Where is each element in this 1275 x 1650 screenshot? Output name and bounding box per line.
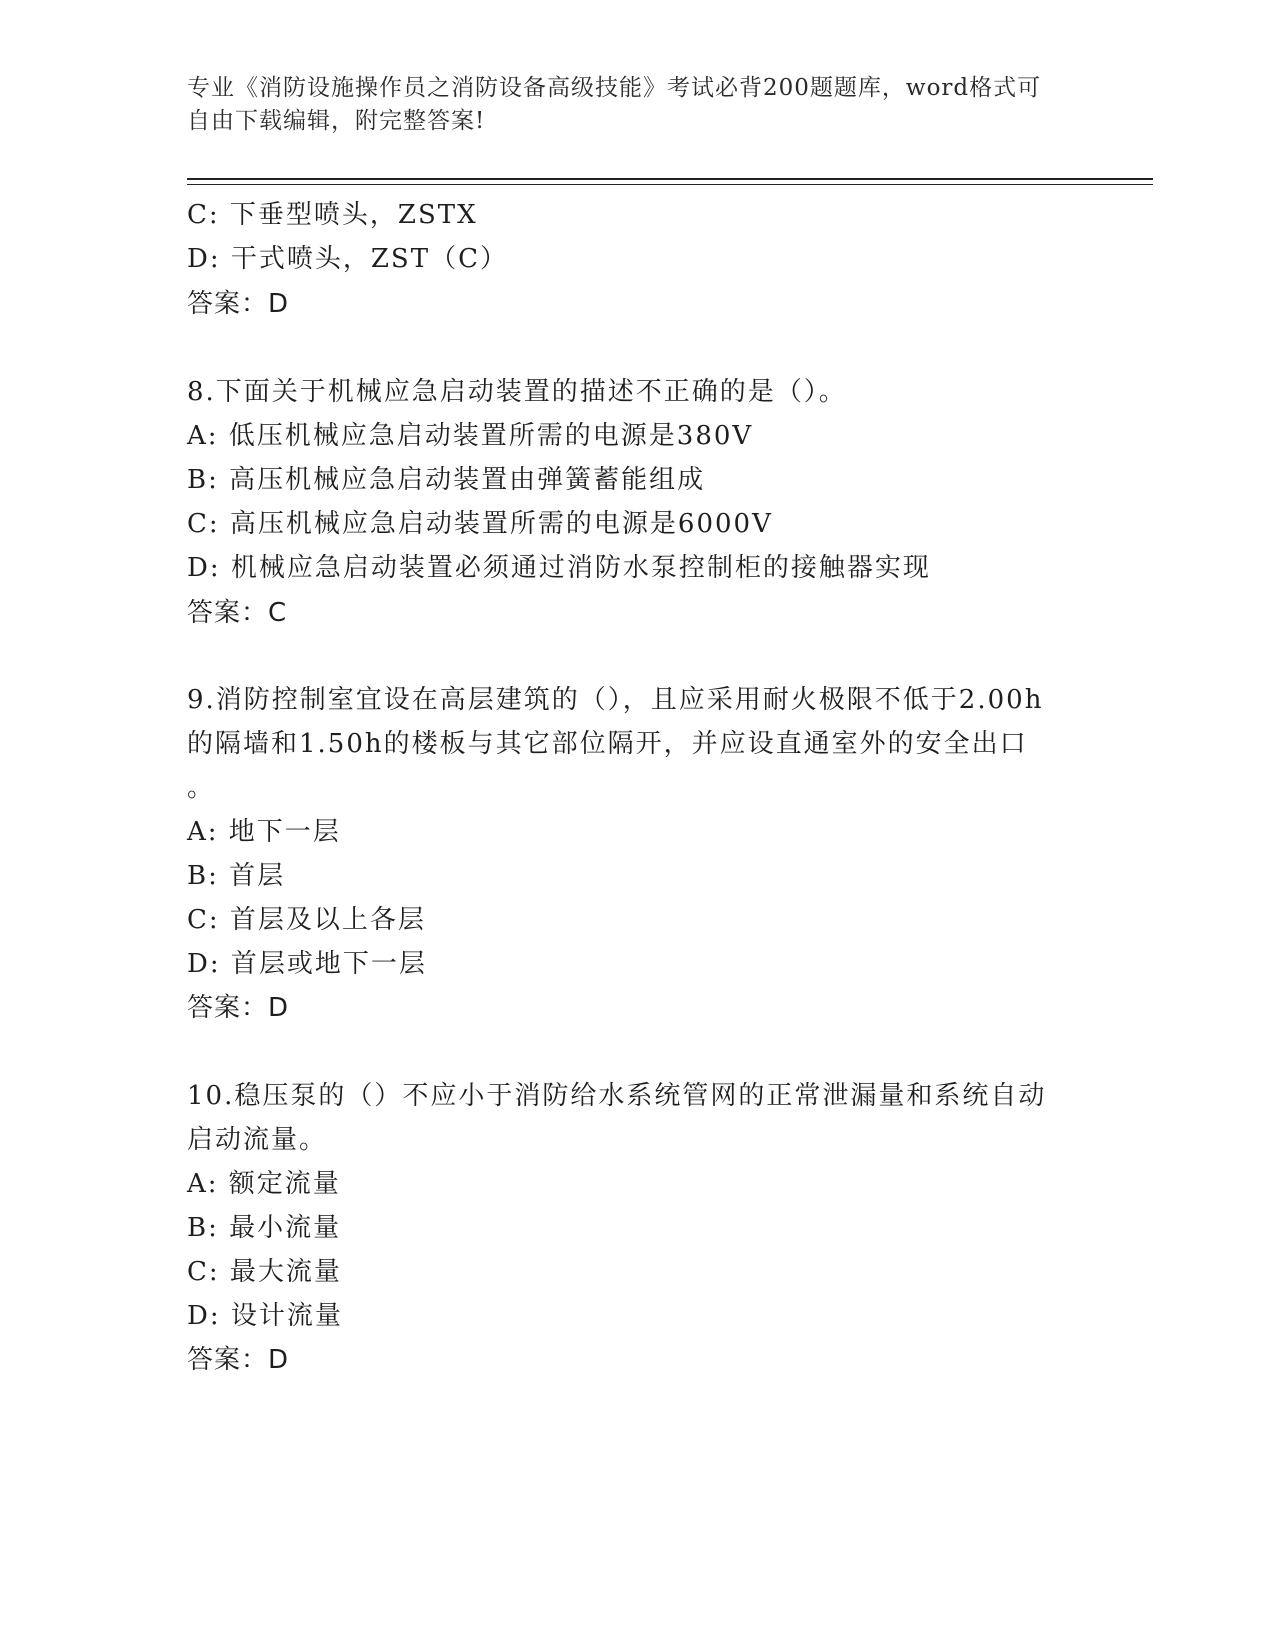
q10-option-d: D: 设计流量	[187, 1301, 343, 1331]
q10-option-c: C: 最大流量	[187, 1257, 342, 1287]
q9-option-c: C: 首层及以上各层	[187, 905, 426, 935]
q9-stem-line-1: 9.消防控制室宜设在高层建筑的（），且应采用耐火极限不低于2.00h	[187, 685, 1044, 715]
q9-answer: 答案：D	[187, 993, 290, 1023]
q10-option-a: A: 额定流量	[187, 1169, 341, 1199]
header-divider-thick	[187, 178, 1153, 180]
q8-option-a: A: 低压机械应急启动装置所需的电源是380V	[187, 421, 754, 451]
header-title-line-2: 自由下载编辑，附完整答案!	[187, 108, 486, 134]
document-header	[187, 72, 1087, 138]
header-divider-thin	[187, 184, 1153, 185]
q10-stem-line-1: 10.稳压泵的（）不应小于消防给水系统管网的正常泄漏量和系统自动	[187, 1081, 1047, 1111]
q8-option-d: D: 机械应急启动装置必须通过消防水泵控制柜的接触器实现	[187, 553, 931, 583]
q10-option-b: B: 最小流量	[187, 1213, 342, 1243]
q7-option-c: C: 下垂型喷头，ZSTX	[187, 200, 478, 230]
q8-option-c: C: 高压机械应急启动装置所需的电源是6000V	[187, 509, 773, 539]
q10-answer: 答案：D	[187, 1345, 290, 1375]
q9-stem-line-3: 。	[187, 773, 216, 803]
q7-option-d: D: 干式喷头，ZST（C）	[187, 244, 508, 274]
q7-answer: 答案：D	[187, 289, 290, 319]
header-title-line-1: 专业《消防设施操作员之消防设备高级技能》考试必背200题题库，word格式可	[187, 75, 1042, 101]
q8-answer: 答案：C	[187, 598, 288, 628]
q8-option-b: B: 高压机械应急启动装置由弹簧蓄能组成	[187, 465, 706, 495]
q9-stem-line-2: 的隔墙和1.50h的楼板与其它部位隔开，并应设直通室外的安全出口	[187, 729, 1028, 759]
q8-stem: 8.下面关于机械应急启动装置的描述不正确的是（）。	[187, 377, 847, 407]
q10-stem-line-2: 启动流量。	[187, 1125, 328, 1155]
q9-option-a: A: 地下一层	[187, 817, 341, 847]
q9-option-b: B: 首层	[187, 861, 286, 891]
q9-option-d: D: 首层或地下一层	[187, 949, 427, 979]
